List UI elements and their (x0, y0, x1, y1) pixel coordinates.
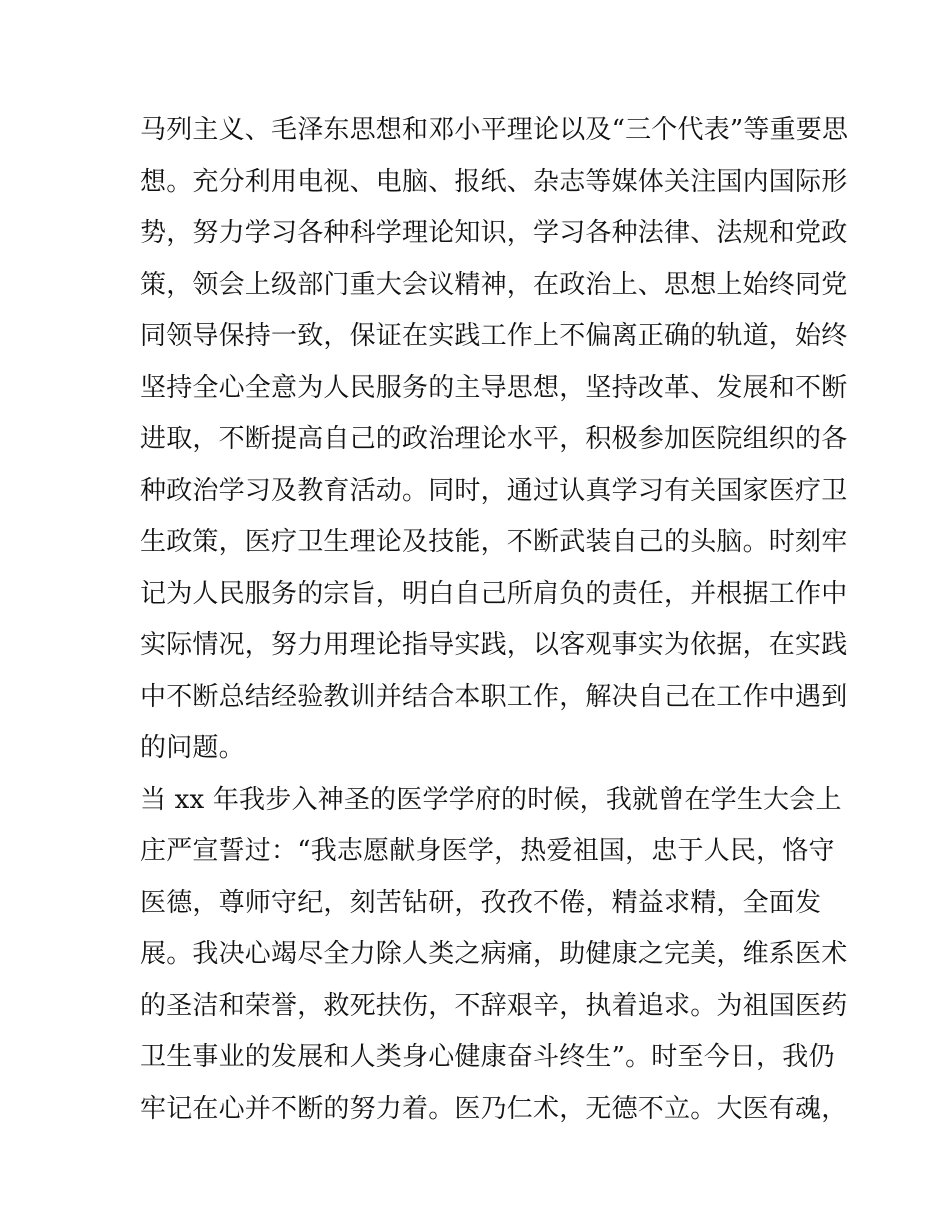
text-line: 马列主义、毛泽东思想和邓小平理论以及“三个代表”等重要思 (140, 115, 849, 145)
text-line: 进取，不断提高自己的政治理论水平，积极参加医院组织的各 (140, 424, 848, 454)
text-line: 中不断总结经验教训并结合本职工作，解决自己在工作中遇到 (140, 681, 848, 712)
text-line: 庄严宣誓过：“我志愿献身医学，热爱祖国，忠于人民，恪守 (140, 836, 835, 866)
body-text (140, 110, 849, 1140)
text-line: 实际情况，努力用理论指导实践，以客观事实为依据，在实践 (140, 630, 848, 660)
text-line: 想。充分利用电视、电脑、报纸、杂志等媒体关注国内国际形 (140, 166, 848, 197)
text-line: 当 xx 年我步入神圣的医学学府的时候，我就曾在学生大会上 (140, 784, 842, 815)
text-line: 牢记在心并不断的努力着。医乃仁术，无德不立。大医有魂， (140, 1093, 848, 1124)
text-line: 势，努力学习各种科学理论知识，学习各种法律、法规和党政 (140, 218, 848, 248)
text-line: 策，领会上级部门重大会议精神，在政治上、思想上始终同党 (140, 269, 848, 300)
text-line: 生政策，医疗卫生理论及技能，不断武装自己的头脑。时刻牢 (140, 527, 848, 557)
text-line: 展。我决心竭尽全力除人类之病痛，助健康之完美，维系医术 (140, 939, 848, 969)
text-line: 的圣洁和荣誉，救死扶伤，不辞艰辛，执着追求。为祖国医药 (140, 990, 848, 1021)
text-line: 坚持全心全意为人民服务的主导思想，坚持改革、发展和不断 (140, 372, 848, 403)
text-line: 种政治学习及教育活动。同时，通过认真学习有关国家医疗卫 (140, 475, 848, 506)
text-line: 的问题。 (140, 733, 245, 763)
text-line: 记为人民服务的宗旨，明白自己所肩负的责任，并根据工作中 (140, 578, 848, 609)
text-line: 医德，尊师守纪，刻苦钻研，孜孜不倦，精益求精，全面发 (140, 887, 822, 918)
text-line: 卫生事业的发展和人类身心健康奋斗终生”。时至今日，我仍 (140, 1042, 835, 1072)
text-line: 同领导保持一致，保证在实践工作上不偏离正确的轨道，始终 (140, 321, 848, 351)
